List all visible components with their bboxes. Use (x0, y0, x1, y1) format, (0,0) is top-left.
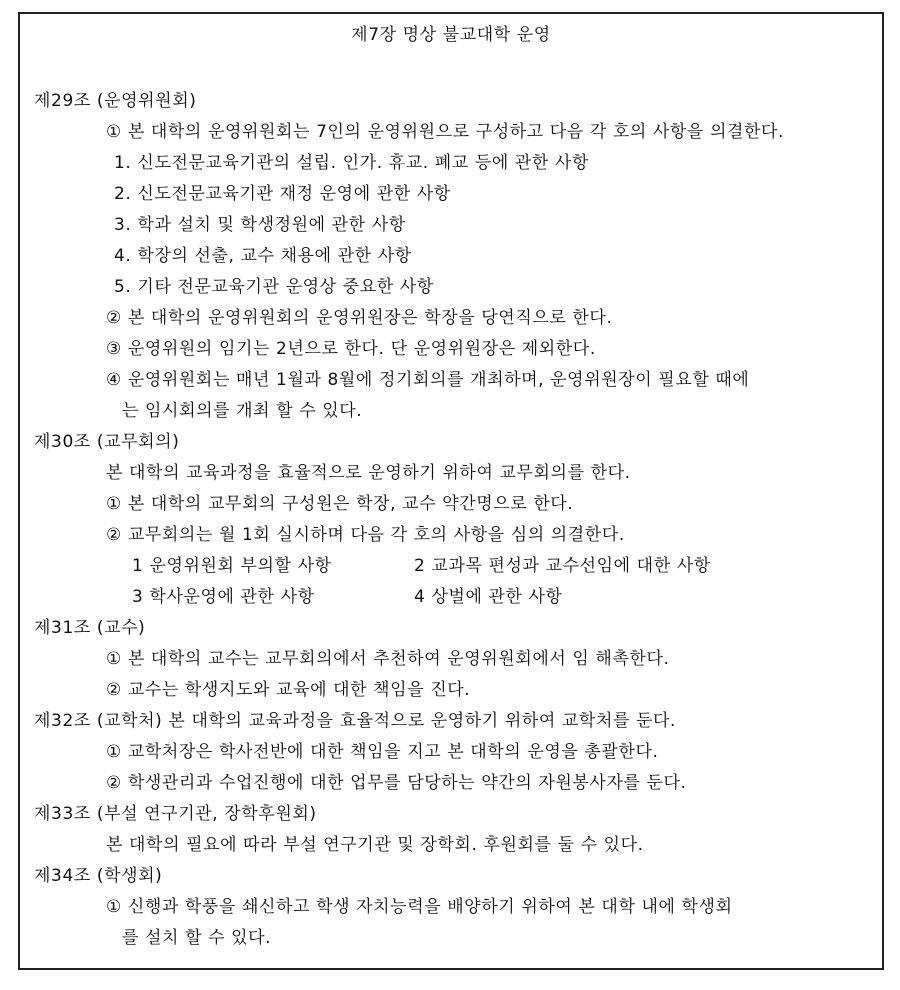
item-text: 2. 신도전문교육기관 재정 운영에 관한 사항 (114, 184, 451, 204)
clause-text: ② 교무회의는 월 1회 실시하며 다음 각 호의 사항을 심의 의결한다. (106, 525, 625, 545)
item-text: 4. 학장의 선출, 교수 채용에 관한 사항 (114, 246, 412, 266)
item-text: 4 상벌에 관한 사항 (414, 587, 563, 607)
clause-text: ① 본 대학의 교수는 교무회의에서 추천하여 운영위원회에서 임 해촉한다. (106, 649, 670, 669)
clause-text: ④ 운영위원회는 매년 1월과 8월에 정기회의를 개최하며, 운영위원장이 필요할 때에 (106, 370, 750, 390)
clause-text: ② 교수는 학생지도와 교육에 대한 책임을 진다. (106, 680, 471, 700)
chapter-title: 제7장 명상 불교대학 운영 (351, 25, 551, 45)
article-32-heading: 제32조 (교학처) 본 대학의 교육과정을 효율적으로 운영하기 위하여 교학처를 둔다. (34, 711, 677, 731)
clause-continuation: 를 설치 할 수 있다. (122, 928, 272, 948)
article-30-heading: 제30조 (교무회의) (34, 432, 180, 452)
item-text: 1. 신도전문교육기관의 설립. 인가. 휴교. 폐교 등에 관한 사항 (114, 153, 589, 173)
clause-text: ② 학생관리과 수업진행에 대한 업무를 담당하는 약간의 자원봉사자를 둔다. (106, 773, 687, 793)
article-29-heading: 제29조 (운영위원회) (34, 91, 197, 111)
clause-text: ③ 운영위원의 임기는 2년으로 한다. 단 운영위원장은 제외한다. (106, 339, 596, 359)
article-33-heading: 제33조 (부설 연구기관, 장학후원회) (34, 804, 317, 824)
item-text: 1 운영위원회 부의할 사항 (132, 556, 332, 576)
clause-text: ② 본 대학의 운영위원회의 운영위원장은 학장을 당연직으로 한다. (106, 308, 613, 328)
clause-text: ① 본 대학의 교무회의 구성원은 학장, 교수 약간명으로 한다. (106, 494, 574, 514)
document-frame (18, 12, 884, 970)
clause-continuation: 는 임시회의를 개최 할 수 있다. (122, 401, 363, 421)
item-text: 5. 기타 전문교육기관 운영상 중요한 사항 (114, 277, 434, 297)
item-text: 2 교과목 편성과 교수선임에 대한 사항 (414, 556, 711, 576)
clause-text: ① 교학처장은 학사전반에 대한 책임을 지고 본 대학의 운영을 총괄한다. (106, 742, 659, 762)
clause-text: ① 본 대학의 운영위원회는 7인의 운영위원으로 구성하고 다음 각 호의 사항을 의결한다. (106, 122, 785, 142)
item-text: 3 학사운영에 관한 사항 (132, 587, 315, 607)
item-text: 3. 학과 설치 및 학생정원에 관한 사항 (114, 215, 406, 235)
article-body-text: 본 대학의 필요에 따라 부설 연구기관 및 장학회. 후원회를 둘 수 있다. (106, 835, 644, 855)
clause-text: ① 신행과 학풍을 쇄신하고 학생 자치능력을 배양하기 위하여 본 대학 내에 학생회 (106, 897, 733, 917)
article-31-heading: 제31조 (교수) (34, 618, 146, 638)
article-body-text: 본 대학의 교육과정을 효율적으로 운영하기 위하여 교무회의를 한다. (106, 463, 631, 483)
article-34-heading: 제34조 (학생회) (34, 866, 163, 886)
